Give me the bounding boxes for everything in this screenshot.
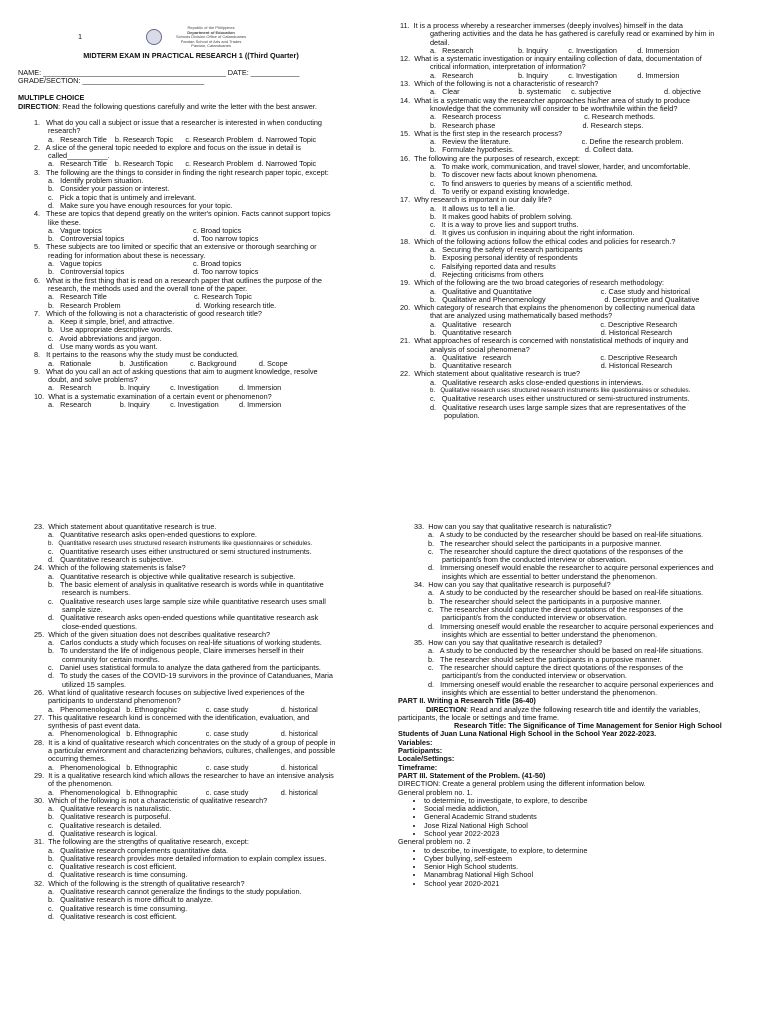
column-bottom-right (398, 523, 754, 1013)
question-line: 28. It is a kind of qualitative research which concentrates on the study of a group of people in (34, 737, 336, 747)
list-item: • Manambrag National High School (424, 871, 754, 879)
question-line: d. Immersing oneself would enable the researcher to acquire personal experiences and (428, 621, 714, 631)
general-problem-1-label: General problem no. 1. (398, 787, 473, 797)
question-line: a. A study to be conducted by the researcher should be based on real-life situations. (428, 588, 704, 598)
question-line: b. To discover new facts about known phenomena. (430, 170, 598, 180)
question-line: c. The researcher should capture the direct quotations of the responses of the (428, 546, 684, 556)
question-line: d. Immersing oneself would enable the researcher to acquire personal experiences and (428, 563, 714, 573)
question-line: d. Immersing oneself would enable the researcher to acquire personal experiences and (428, 679, 714, 689)
question-line: b. It makes good habits of problem solving. (430, 211, 573, 221)
question-line: 22. Which statement about qualitative research is true? (400, 369, 581, 379)
list-item: • School year 2022-2023 (424, 830, 754, 838)
list-item: • to describe, to investigate, to explore, to determine (424, 847, 754, 855)
question-line: 13. Which of the following is not a characteristic of research? (400, 79, 599, 89)
part3-heading: PART III. Statement of the Problem. (41-50) (398, 770, 546, 780)
question-line: b. Research phase d. Research steps. (430, 120, 644, 130)
question-line: a. Rationale b. Justification c. Background d. Scope (48, 358, 288, 368)
question-line: b. The researcher should select the participants in a purposive manner. (428, 654, 662, 664)
question-line: d. Qualitative research is cost efficient. (48, 911, 177, 921)
question-line: a. Phenomenological b. Ethnographic c. case study d. historical (48, 762, 318, 772)
list-item: • Social media addiction, (424, 805, 754, 813)
question-line: a. Securing the safety of research participants (430, 245, 583, 255)
question-line: occurring themes. (48, 754, 106, 764)
question-line: a. Qualitative and Quantitative c. Case study and historical (430, 286, 690, 296)
question-line: that are analyzed using mathematically based methods? (430, 311, 613, 321)
question-line: 24. Which of the following statements is false? (34, 563, 186, 573)
question-line: b. Controversial topics d. Too narrow topics (48, 234, 259, 244)
question-line: called__________. (48, 151, 110, 161)
question-line: d. Make sure you have enough resources for your topic. (48, 200, 233, 210)
question-line: 10. What is a systematic examination of a certain event or phenomenon? (34, 391, 272, 401)
question-line: of the phenomenon. (48, 779, 113, 789)
question-line: a. Qualitative research cannot generalize the findings to the study population. (48, 887, 302, 897)
question-line: a. Research b. Inquiry c. Investigation d. Immersion (430, 70, 680, 80)
question-line: 31. The following are the strengths of qualitative research, except: (34, 837, 249, 847)
question-line: a. Research b. Inquiry c. Investigation d. Immersion (48, 383, 282, 393)
question-line: c. Qualitative research is detailed. (48, 820, 162, 830)
list-item: • to determine, to investigate, to explore, to describe (424, 797, 754, 805)
list-item: • Senior High School students. (424, 863, 754, 871)
list-item: • General Academic Strand students (424, 813, 754, 821)
general-problem-2-label: General problem no. 2 (398, 837, 471, 847)
question-line: 35. How can you say that qualitative research is detailed? (414, 638, 603, 648)
question-line: c. Avoid abbreviations and jargon. (48, 333, 162, 343)
column-top-left (18, 26, 364, 476)
question-line: 29. It is a qualitative research kind which allows the researcher to have an intensive analysis (34, 770, 334, 780)
question-line: a. Research b. Inquiry c. Investigation d. Immersion (430, 45, 680, 55)
question-line: synthesis of past event data. (48, 721, 141, 731)
exam-title: MIDTERM EXAM IN PRACTICAL RESEARCH 1 ((Third Quarter) (83, 50, 299, 60)
question-line: a. Research b. Inquiry c. Investigation d. Immersion (48, 400, 282, 410)
question-line: b. To understand the life of indigenous people, Claire immerses herself in their (48, 646, 304, 656)
question-line: d. Qualitative research uses large sample sizes that are representatives of the (430, 402, 686, 412)
question-line: 25. Which of the given situation does not describes qualitative research? (34, 629, 271, 639)
seal-text: Republic of the Philippines Department of Education Schools Division Office of Catanduanes Pandan School of Arts and Trades Pandan, Catanduanes (175, 26, 247, 48)
question-line: utilized 15 samples. (62, 679, 127, 689)
question-line: gathering activities and the data he has gathered is carefully read or examined by him in (430, 29, 715, 39)
question-line: b. The basic element of analysis in qualitative research is words while in quantitative (48, 580, 324, 590)
general-problem-2-list (398, 847, 754, 888)
deped-logo-icon (146, 29, 162, 45)
question-line: 30. Which of the following is not a characteristic of qualitative research? (34, 795, 268, 805)
question-line: b. Controversial topics d. Too narrow topics (48, 267, 259, 277)
question-line: 23. Which statement about quantitative research is true. (34, 523, 217, 531)
mc-heading: MULTIPLE CHOICE (18, 93, 85, 103)
deped-seal (78, 26, 364, 49)
question-line: d. Qualitative research is time consuming. (48, 870, 188, 880)
question-line: participants to understand phenomenon? (48, 696, 181, 706)
question-line: 16. The following are the purposes of research, except: (400, 153, 580, 163)
question-line: c. To find answers to queries by means of a scientific method. (430, 178, 633, 188)
question-line: d. Qualitative research is logical. (48, 828, 158, 838)
question-line: 11. It is a process whereby a researcher immerses (deeply involves) himself in the data (400, 22, 683, 30)
question-line: 12. What is a systematic investigation or inquiry entailing collection of data, documentation of (400, 54, 702, 64)
grade-line: GRADE/SECTION: ______________________________ (18, 76, 205, 86)
participants-field: Participants: (398, 746, 443, 756)
question-line: 15. What is the first step in the research process? (400, 128, 563, 138)
question-line: 5. These subjects are too limited or specific that an extensive or thorough searching or (34, 242, 317, 252)
question-line: c. Qualitative research uses either unstructured or semi-structured instruments. (430, 394, 690, 404)
question-line: a. A study to be conducted by the researcher should be based on real-life situations. (428, 646, 704, 656)
question-line: b. Qualitative and Phenomenology d. Descriptive and Qualitative (430, 294, 700, 304)
question-line: d. To verify or expand existing knowledge. (430, 186, 570, 196)
part2-direction: DIRECTION: Read and analyze the following research title and identify the variables, (426, 704, 701, 714)
question-line: c. Qualitative research is cost efficient. (48, 862, 177, 872)
question-line: c. Falsifying reported data and results (430, 261, 556, 271)
questions-1-10 (18, 119, 364, 409)
question-line: a. It allows us to tell a lie. (430, 203, 516, 213)
question-line: insights which are essential to better understand the phenomenon. (442, 629, 657, 639)
question-line: 9. What do you call an act of asking questions that aim to augment knowledge, resolve (34, 366, 318, 376)
question-line: a. Qualitative research is naturalistic. (48, 804, 172, 814)
question-line: c. It is a way to prove lies and support truths. (430, 220, 579, 230)
question-line: b. Qualitative research provides more detailed information to explain complex issues. (48, 853, 327, 863)
question-line: close-ended questions. (62, 621, 138, 631)
question-line: doubt, and solve problems? (48, 375, 138, 385)
questions-33-35 (398, 523, 754, 697)
question-line: c. Qualitative research uses large sample size while quantitative research uses small (48, 596, 326, 606)
question-line: analysis of social phenomena? (430, 344, 530, 354)
question-line: a. Identify problem situation. (48, 176, 144, 186)
question-line: 21. What approaches of research is concerned with nonstatistical methods of inquiry and (400, 336, 689, 346)
question-line: reading for information about these is necessary. (48, 250, 206, 260)
question-line: b. Consider your passion or interest. (48, 184, 170, 194)
question-line: a. Qualitative research asks close-ended questions in interviews. (430, 377, 644, 387)
list-item: • School year 2020-2021 (424, 880, 754, 888)
question-line: c. Daniel uses statistical formula to analyze the data gathered from the participants. (48, 663, 321, 673)
question-line: 19. Which of the following are the two broad categories of research methodology: (400, 278, 665, 288)
question-line: 1. What do you call a subject or issue that a researcher is interested in when conducting (34, 117, 322, 127)
question-line: sample size. (62, 604, 103, 614)
question-line: research, the methods used and the overall tone of the paper. (48, 283, 248, 293)
question-line: detail. (430, 37, 450, 47)
question-line: d. Use many words as you want. (48, 342, 158, 351)
question-line: 17. Why research is important in our daily life? (400, 195, 552, 205)
question-line: a. Carlos conducts a study which focuses on real-life situations of working students. (48, 638, 322, 648)
question-line: a. Quantitative research is objective while qualitative research is subjective. (48, 571, 296, 581)
part3-direction: DIRECTION: Create a general problem using the different information below. (398, 779, 646, 789)
question-line: a. Clear b. systematic c. subjective d. objective (430, 87, 701, 97)
question-line: c. The researcher should capture the direct quotations of the responses of the (428, 604, 684, 614)
question-line: a. A study to be conducted by the researcher should be based on real-life situations. (428, 530, 704, 540)
question-line: a. Qualitative research complements quantitative data. (48, 845, 229, 855)
part3-section (398, 772, 754, 888)
question-line: b. Quantitative research uses structured research instruments like questionnaires or schedules. (48, 539, 313, 547)
question-line: d. Quantitative research is subjective. (48, 555, 174, 565)
question-line: b. Exposing personal identity of respondents (430, 253, 578, 263)
question-line: c. The researcher should capture the direct quotations of the responses of the (428, 663, 684, 673)
question-line: 2. A slice of the general topic needed to explore and focus on the issue in detail is (34, 142, 301, 152)
questions-23-32 (18, 523, 370, 921)
question-line: 14. What is a systematic way the researcher approaches his/her area of study to produce (400, 95, 690, 105)
timeframe-field: Timeframe: (398, 762, 438, 772)
question-line: a. Review the literature. c. Define the research problem. (430, 137, 684, 147)
list-item: • Jose Rizal National High School (424, 822, 754, 830)
question-line: 3. The following are the things to consider in finding the right research paper topic, except: (34, 167, 329, 177)
question-line: research is numbers. (62, 588, 131, 598)
question-line: c. Pick a topic that is untimely and irrelevant. (48, 192, 197, 202)
question-line: a. Phenomenological b. Ethnographic c. case study d. historical (48, 729, 318, 739)
page-number: 1 (78, 32, 83, 42)
question-line: critical information, interpretation of information? (430, 62, 586, 72)
question-line: a. Quantitative research asks open-ended questions to explore. (48, 530, 257, 540)
question-line: like these. (48, 217, 81, 227)
question-line: d. To study the cases of the COVID-19 survivors in the province of Catanduanes, Maria (48, 671, 333, 681)
question-line: a. Research Title b. Research Topic c. Research Problem d. Narrowed Topic (48, 134, 317, 144)
question-line: participant/s from the conducted interview or observation. (442, 613, 627, 623)
question-line: c. Qualitative research is time consuming. (48, 903, 188, 913)
question-line: 34. How can you say that qualitative research is purposeful? (414, 580, 611, 590)
column-bottom-left (18, 523, 370, 1013)
question-line: a. Vague topics c. Broad topics (48, 225, 242, 235)
question-line: 8. It pertains to the reasons why the study must be conducted. (34, 350, 239, 360)
question-line: c. Quantitative research uses either unstructured or semi structured instruments. (48, 546, 312, 556)
question-line: 4. These are topics that depend greatly on the writer's opinion. Facts cannot support topics (34, 209, 331, 219)
question-line: b. Quantitative research d. Historical Research (430, 361, 673, 371)
question-line: a. Qualitative research c. Descriptive Research (430, 352, 678, 362)
question-line: a. To make work, communication, and travel slower, harder, and uncomfortable. (430, 162, 691, 172)
question-line: a. Research Title b. Research Topic c. Research Problem d. Narrowed Topic (48, 159, 317, 169)
list-item: • Cyber bullying, self-esteem (424, 855, 754, 863)
question-line: b. The researcher should select the participants in a purposive manner. (428, 538, 662, 548)
question-line: population. (444, 410, 480, 420)
question-line: b. Research Problem d. Working research title. (48, 300, 277, 310)
question-line: b. Qualitative research is more difficult to analyze. (48, 895, 213, 905)
question-line: 6. What is the first thing that is read on a research paper that outlines the purpose of the (34, 275, 322, 285)
question-line: research? (48, 126, 81, 136)
locale-field: Locale/Settings: (398, 754, 455, 764)
question-line: b. The researcher should select the participants in a purposive manner. (428, 596, 662, 606)
question-line: 32. Which of the following is the strength of qualitative research? (34, 878, 245, 888)
question-line: b. Quantitative research d. Historical Research (430, 327, 673, 337)
question-line: insights which are essential to better understand the phenomenon. (442, 571, 657, 581)
question-line: participant/s from the conducted interview or observation. (442, 555, 627, 565)
research-title: Research Title: The Significance of Time Management for Senior High School (454, 721, 722, 731)
column-top-right (400, 22, 752, 482)
question-line: b. Qualitative research uses structured research instruments like questionnaires or schedules. (430, 387, 691, 395)
question-line: a. Phenomenological b. Ethnographic c. case study d. historical (48, 704, 318, 714)
question-line: 26. What kind of qualitative research focuses on subjective lived experiences of the (34, 687, 305, 697)
question-line: 7. Which of the following is not a characteristic of good research title? (34, 308, 262, 318)
variables-field: Variables: (398, 737, 433, 747)
question-line: 20. Which category of research that explains the phenomenon by collecting numerical data (400, 303, 695, 313)
mc-direction: DIRECTION: Read the following questions carefully and write the letter with the best answer. (18, 101, 317, 111)
question-line: 27. This qualitative research kind is concerned with the identification, evaluation, and (34, 712, 310, 722)
question-line: a. Research Title c. Research Topic (48, 292, 252, 302)
question-line: a. Phenomenological b. Ethnographic c. case study d. historical (48, 787, 318, 797)
question-line: community for certain months. (62, 654, 160, 664)
question-line: 18. Which of the following actions follow the ethical codes and policies for research.? (400, 236, 676, 246)
name-line: NAME: _____________________________________________ DATE: ____________ (18, 67, 300, 77)
question-line: a. Research process c. Research methods. (430, 112, 656, 122)
question-line: b. Use appropriate descriptive words. (48, 325, 173, 335)
question-line: d. Qualitative research asks open-ended questions while quantitative research ask (48, 613, 319, 623)
question-line: a particular environment and characterizing behaviors, cultures, challenges, and possible (48, 746, 336, 756)
question-line: d. It gives us confusion in inquiring about the right information. (430, 228, 635, 238)
general-problem-1-list (398, 797, 754, 838)
part2-heading: PART II. Writing a Research Title (36-40) (398, 696, 536, 706)
question-line: knowledge that the community will consider to be worthwhile within the field? (430, 103, 678, 113)
question-line: a. Vague topics c. Broad topics (48, 259, 242, 269)
questions-11-22 (400, 22, 752, 420)
question-line: b. Formulate hypothesis. d. Collect data. (430, 145, 634, 155)
question-line: a. Keep it simple, brief, and attractive. (48, 317, 175, 327)
question-line: participant/s from the conducted interview or observation. (442, 671, 627, 681)
question-line: insights which are essential to better understand the phenomenon. (442, 687, 657, 697)
question-line: a. Qualitative research c. Descriptive Research (430, 319, 678, 329)
question-line: d. Rejecting criticisms from others (430, 269, 544, 279)
question-line: 33. How can you say that qualitative research is naturalistic? (414, 523, 612, 531)
part2-section: PART II. Writing a Research Title (36-40) DIRECTION: Read and analyze the following research title and identify the variables, participants, the locale or settings and time frame. Research Title: The Significance of Time Management for Senior High School Students of Juan Luna National High School in the School Year 2022-2023. Variables: Participants: Locale/Settings: Timeframe: (398, 697, 754, 772)
question-line: b. Qualitative research is purposeful. (48, 812, 171, 822)
